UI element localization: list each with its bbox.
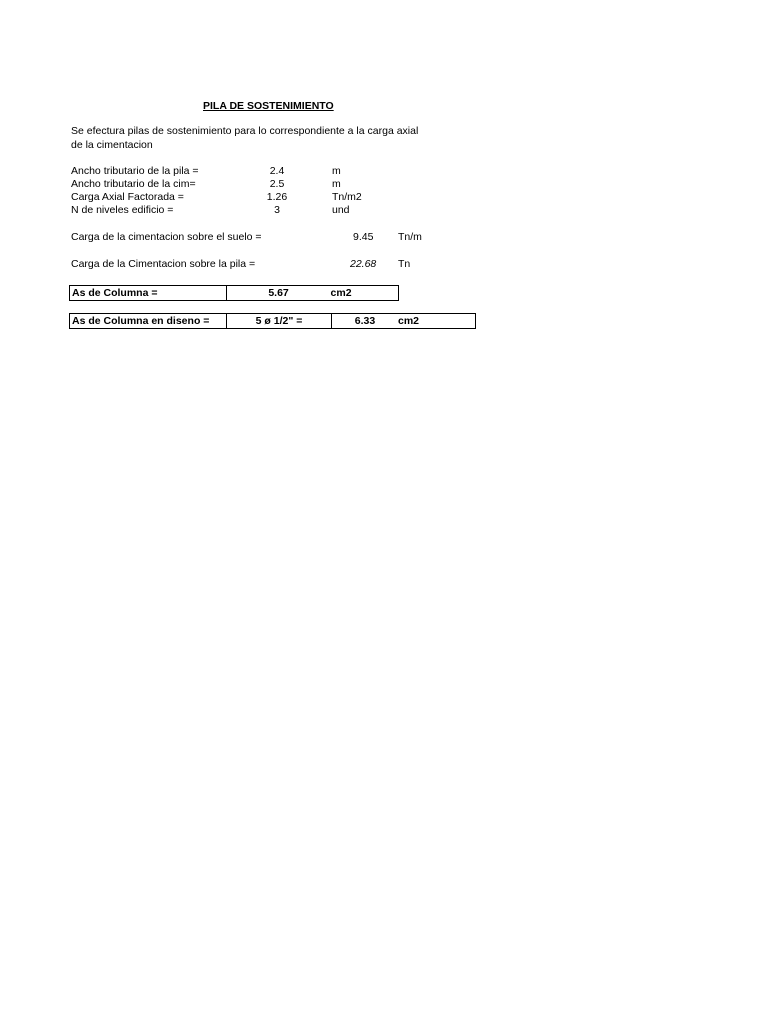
- as-columna-unit: cm2: [330, 287, 352, 299]
- as-diseno-box: [69, 313, 476, 329]
- as-columna-box: [69, 285, 399, 301]
- as-diseno-label: As de Columna en diseno =: [72, 315, 210, 327]
- param-value-carga-axial: 1.26: [266, 191, 288, 203]
- as-diseno-unit: cm2: [398, 315, 420, 327]
- param-value-ancho-cim: 2.5: [269, 178, 285, 190]
- param-label-ancho-pila: Ancho tributario de la pila =: [71, 165, 199, 177]
- as-diseno-value-cell: [331, 314, 475, 328]
- param-label-carga-axial: Carga Axial Factorada =: [71, 191, 184, 203]
- intro-paragraph: Se efectura pilas de sostenimiento para lo correspondiente a la carga axial de la cimentacion: [71, 125, 419, 151]
- param-unit-ancho-cim: m: [332, 178, 341, 190]
- param-unit-niveles: und: [332, 204, 350, 216]
- as-columna-label: As de Columna =: [72, 287, 158, 299]
- as-columna-value: 5.67: [268, 287, 289, 299]
- as-columna-value-cell: [226, 286, 398, 300]
- param-unit-ancho-pila: m: [332, 165, 341, 177]
- carga-suelo-label: Carga de la cimentacion sobre el suelo =: [71, 231, 262, 243]
- param-label-niveles: N de niveles edificio =: [71, 204, 174, 216]
- document-title: PILA DE SOSTENIMIENTO: [203, 100, 334, 112]
- param-value-niveles: 3: [274, 204, 280, 216]
- carga-suelo-value: 9.45: [353, 231, 374, 243]
- carga-pila-unit: Tn: [398, 258, 411, 270]
- carga-suelo-unit: Tn/m: [398, 231, 422, 243]
- carga-pila-label: Carga de la Cimentacion sobre la pila =: [71, 258, 256, 270]
- param-label-ancho-cim: Ancho tributario de la cim=: [71, 178, 196, 190]
- as-diseno-bars: 5 ø 1/2" =: [226, 314, 331, 328]
- carga-pila-value: 22.68: [350, 258, 377, 270]
- param-unit-carga-axial: Tn/m2: [332, 191, 362, 203]
- as-diseno-value: 6.33: [354, 315, 376, 327]
- param-value-ancho-pila: 2.4: [269, 165, 285, 177]
